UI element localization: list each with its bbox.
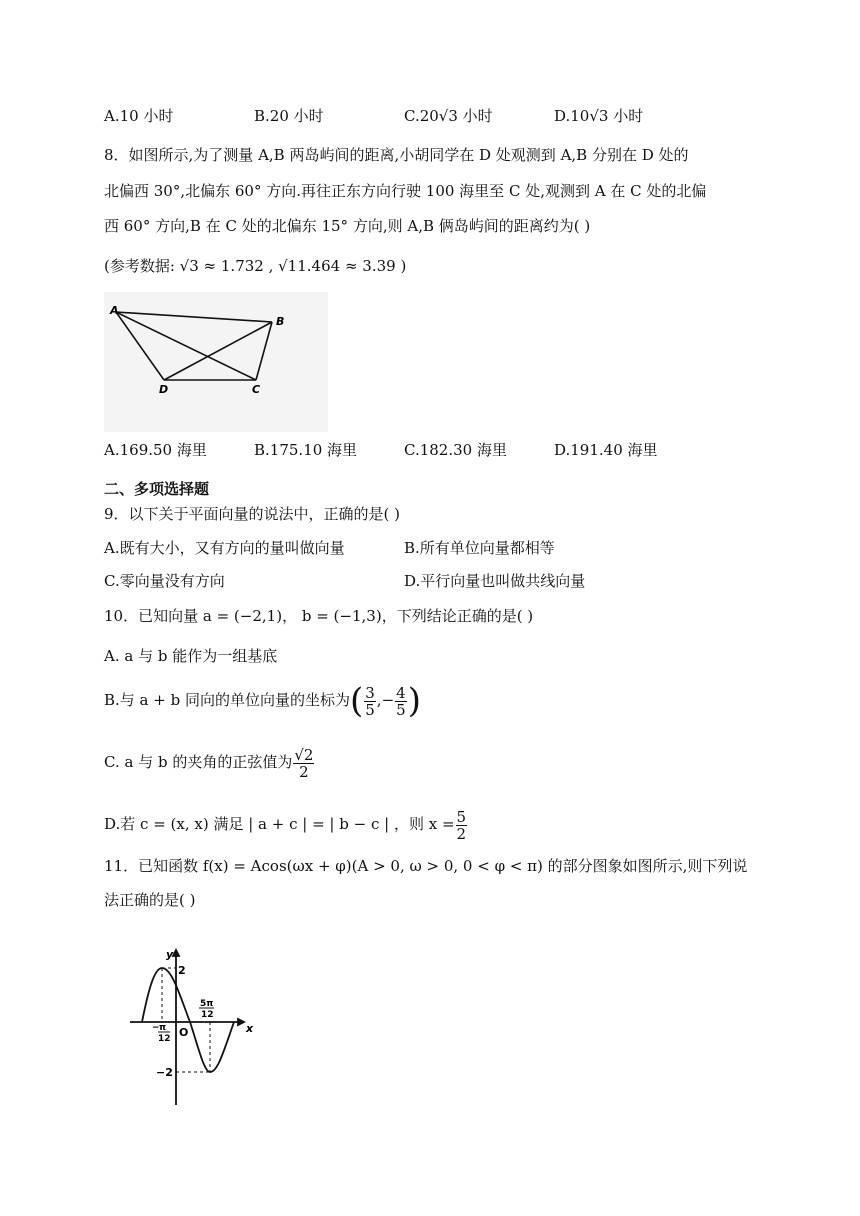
q11-graph [126,940,258,1110]
neg-pi-label: π [159,1023,167,1033]
fraction: $\frac{√2}{2}$ [294,745,314,781]
y-axis-label: y [166,948,174,961]
q10-option-b: B.与 a + b 同向的单位向量的坐标为( $\frac{3}{5}$ ,− $\frac{4}{5}$ ) [104,681,421,721]
q9-option-c: C.零向量没有方向 [104,572,225,590]
q7-option-a: A.10 小时 [104,107,174,125]
vector-b-value: b = (−1,3) [301,607,382,625]
q9-option-a: A.既有大小，又有方向的量叫做向量 [104,539,345,557]
neg-12-label: 12 [158,1034,171,1044]
five-12-label: 12 [201,1010,214,1020]
q8-option-b: B.175.10 海里 [254,441,358,459]
max-value-label: 2 [178,964,186,977]
q7-option-d: D.10√3 小时 [554,107,644,125]
point-b-label: B [276,315,285,328]
x-axis-label: x [246,1022,254,1035]
q11-line-1: 11．已知函数 f(x) = Acos(ωx + φ)(A > 0, ω > 0, 0 < φ < π) 的部分图象如图所示,则下列说 [104,857,748,875]
point-c-label: C [252,383,261,396]
q7-option-c: C.20√3 小时 [404,107,493,125]
point-d-label: D [159,383,169,396]
q10-stem-end: ，下列结论正确的是( ) [381,607,534,625]
vector-a-value: a = (−2,1) [202,607,283,625]
q8-reference-data: (参考数据: √3 ≈ 1.732 , √11.464 ≈ 3.39 ) [104,257,407,275]
five-pi-label: 5π [200,999,214,1009]
fraction: $\frac{4}{5}$ [396,683,406,719]
q7-option-b: B.20 小时 [254,107,324,125]
q11-line-2: 法正确的是( ) [104,891,196,909]
q10-option-a: A. a 与 b 能作为一组基底 [104,647,278,665]
q9-stem: 9．以下关于平面向量的说法中，正确的是( ) [104,505,401,523]
q10-stem: 10．已知向量 a = (−2,1)， b = (−1,3)，下列结论正确的是( ) [104,607,534,625]
point-a-label: A [110,304,119,317]
q8-line-3: 西 60° 方向,B 在 C 处的北偏东 15° 方向,则 A,B 俩岛屿间的距离约为( ) [104,217,591,235]
q8-option-c: C.182.30 海里 [404,441,507,459]
q10-stem-start: 10．已知向量 [104,607,199,625]
q10-option-c-text: C. a 与 b 的夹角的正弦值为 [104,753,293,771]
fraction: $\frac{3}{5}$ [365,683,375,719]
q8-figure [104,292,328,432]
q8-option-d: D.191.40 海里 [554,441,658,459]
section-heading: 二、多项选择题 [104,480,210,498]
svg-text:−: − [152,1023,160,1033]
fraction: $\frac{5}{2}$ [456,807,467,843]
min-value-label: −2 [156,1066,173,1079]
q9-option-d: D.平行向量也叫做共线向量 [404,572,586,590]
q10-option-d [104,804,468,844]
q8-line-2: 北偏西 30°,北偏东 60° 方向.再往正东方向行驶 100 海里至 C 处,观测到 A 在 C 处的北偏 [104,182,707,200]
origin-label: O [179,1026,189,1039]
q8-option-a: A.169.50 海里 [104,441,207,459]
q8-line-1: 8．如图所示,为了测量 A,B 两岛屿间的距离,小胡同学在 D 处观测到 A,B 分别在 D 处的 [104,146,689,164]
q9-option-b: B.所有单位向量都相等 [404,539,555,557]
q10-option-b-text: B.与 a + b 同向的单位向量的坐标为 [104,691,350,709]
q10-option-c [104,742,315,782]
q10-option-d-text: D.若 c = (x, x) 满足 | a + c | = | b − c | ，则 x = [104,815,455,833]
